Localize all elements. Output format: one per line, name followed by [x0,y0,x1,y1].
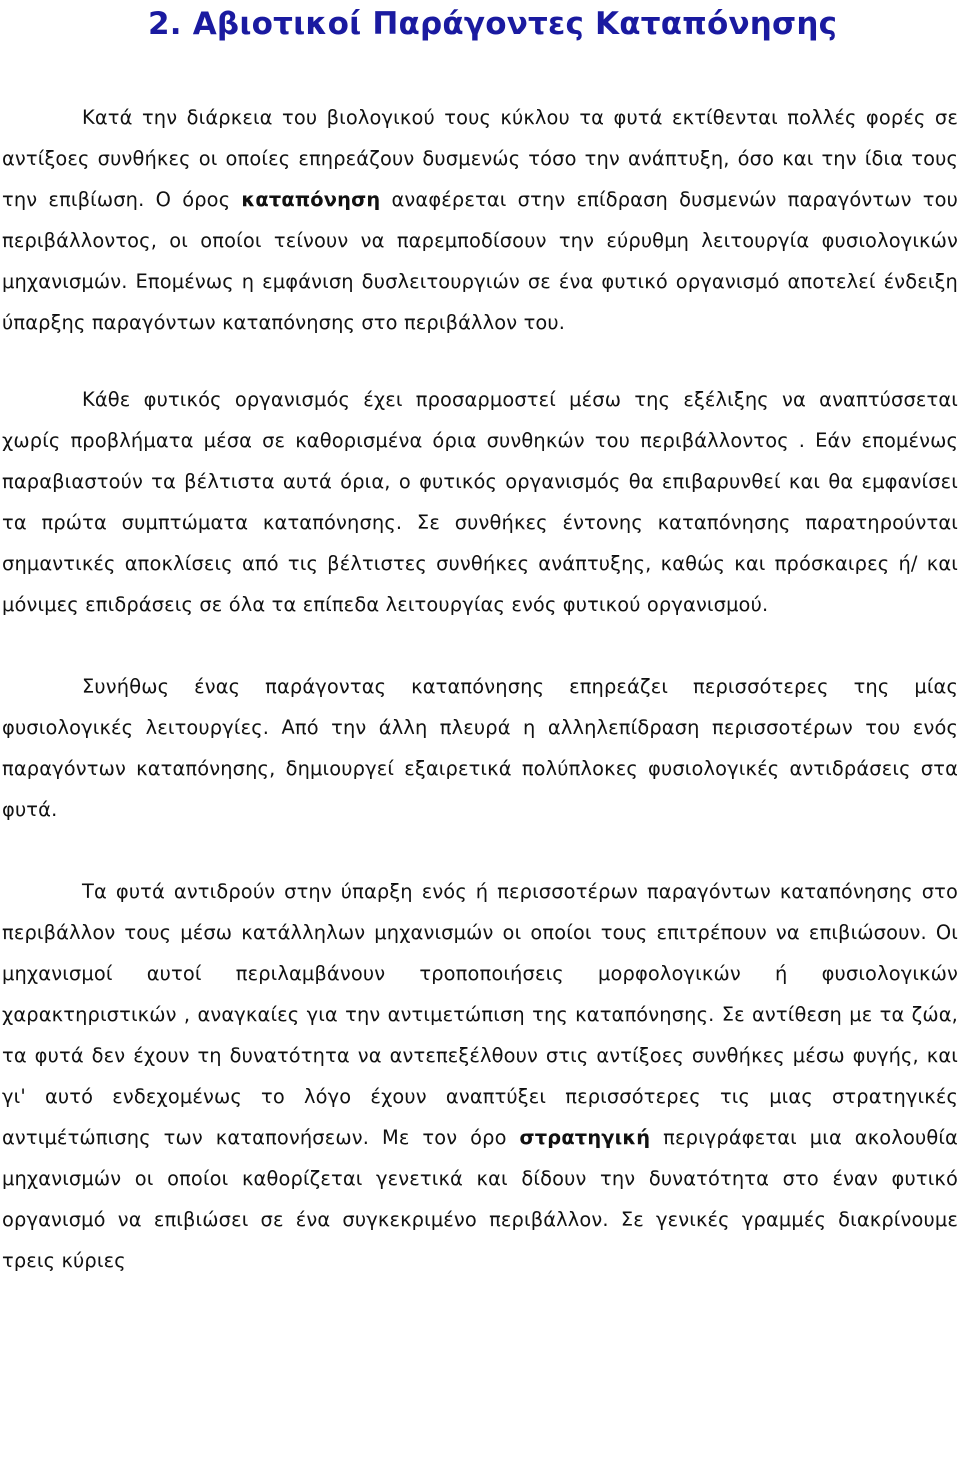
paragraph-strategies [2,871,958,1281]
paragraph-text: Κάθε φυτικός οργανισμός έχει προσαρμοστεί μέσω της εξέλιξης να αναπτύσσεται χωρίς προβλήματα μέσα σε καθορισμένα όρια συνθηκών του περιβάλλοντος . Εάν επομένως παραβιαστούν τα βέλτιστα αυτά όρια, ο φυτικός οργανισμός θα επιβαρυνθεί και θα εμφανίσει τα πρώτα συμπτώματα καταπόνησης. Σε συνθήκες έντονης καταπόνησης παρατηρούνται σημαντικές αποκλίσεις από τις βέλτιστες συνθήκες ανάπτυξης, καθώς και πρόσκαιρες ή/ και μόνιμες επιδράσεις σε όλα τα επίπεδα λειτουργίας ενός φυτικού οργανισμού. [2,388,958,616]
paragraph-text: περιγράφεται μια ακολουθία μηχανισμών οι οποίοι καθορίζεται γενετικά και δίδουν την δυνατότητα στο έναν φυτικό οργανισμό να επιβιώσει σε ένα συγκεκριμένο περιβάλλον. Σε γενικές γραμμές διακρίνουμε τρεις κύριες [2,1126,958,1272]
bold-term-strategy: στρατηγική [519,1126,651,1149]
bold-term-stress: καταπόνηση [241,188,381,211]
paragraph-text: Συνήθως ένας παράγοντας καταπόνησης επηρεάζει περισσότερες της μίας φυσιολογικές λειτουργίες. Από την άλλη πλευρά η αλληλεπίδραση περισσοτέρων του ενός παραγόντων καταπόνησης, δημιουργεί εξαιρετικά πολύπλοκες φυσιολογικές αντιδράσεις στα φυτά. [2,675,958,821]
page-title: 2. Αβιοτικοί Παράγοντες Καταπόνησης [148,6,838,42]
paragraph-stress-definition [2,97,958,343]
paragraph-text: αναφέρεται στην επίδραση δυσμενών παραγόντων του περιβάλλοντος, οι οποίοι τείνουν να παρεμποδίσουν την εύρυθμη λειτουργία φυσιολογικών μηχανισμών. Επομένως η εμφάνιση δυσλειτουργιών σε ένα φυτικό οργανισμό αποτελεί ένδειξη ύπαρξης παραγόντων καταπόνησης στο περιβάλλον του. [2,188,958,334]
paragraph-text: Τα φυτά αντιδρούν στην ύπαρξη ενός ή περισσοτέρων παραγόντων καταπόνησης στο περιβάλλον τους μέσω κατάλληλων μηχανισμών οι οποίοι τους επιτρέπουν να επιβιώσουν. Οι μηχανισμοί αυτοί περιλαμβάνουν τροποποιήσεις μορφολογικών ή φυσιολογικών χαρακτηριστικών , αναγκαίες για την αντιμετώπιση της καταπόνησης. Σε αντίθεση με τα ζώα, τα φυτά δεν έχουν τη δυνατότητα να αντεπεξέλθουν στις αντίξοες συνθήκες μέσω φυγής, και γι' αυτό ενδεχομένως το λόγο έχουν αναπτύξει περισσότερες τις μιας στρατηγικές αντιμέτώπισης των καταπονήσεων. Με τον όρο [2,880,958,1149]
paragraph-text: Κατά την διάρκεια του βιολογικού τους κύκλου τα φυτά εκτίθενται πολλές φορές σε αντίξοες συνθήκες οι οποίες επηρεάζουν δυσμενώς τόσο την ανάπτυξη, όσο και την ίδια τους την επιβίωση. Ο όρος [2,106,958,211]
paragraph-multiple-functions [2,666,958,830]
paragraph-adaptation-limits [2,379,958,625]
